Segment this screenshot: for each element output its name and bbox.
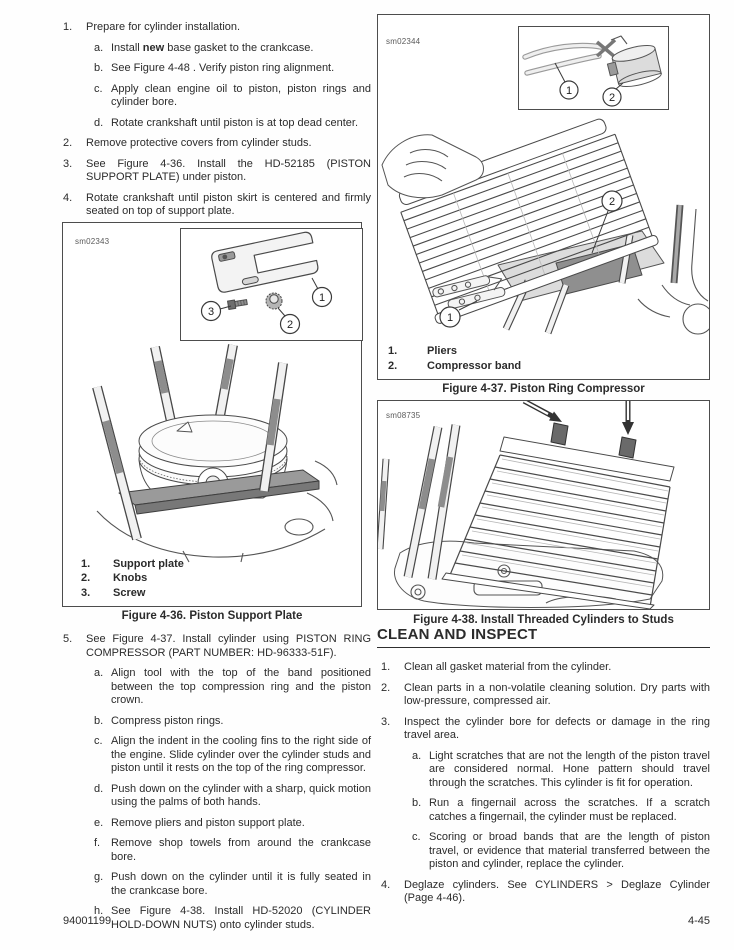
substep-letter: c. [94, 82, 103, 95]
callout-number: 2 [608, 196, 616, 208]
callout-number: 1 [446, 312, 454, 324]
step-5-substeps [94, 667, 371, 932]
figure-4-36-box [62, 222, 362, 607]
step-text: Deglaze cylinders. See CYLINDERS > Deglaze Cylinder (Page 4-46). [404, 878, 710, 904]
callout-number: 1 [318, 292, 326, 304]
figure-tag: sm02344 [386, 37, 421, 46]
support-plate-drawing [181, 229, 362, 340]
step-number: 4. [63, 191, 73, 204]
legend-row [81, 557, 351, 572]
substep-5e [94, 817, 371, 831]
step-text: Inspect the cylinder bore for defects or damage in the ring travel area. [404, 715, 710, 741]
legend-number: 1. [388, 345, 398, 357]
page-footer [63, 915, 710, 929]
callout-number: 3 [207, 306, 215, 318]
substep-text: Apply clean engine oil to piston, piston rings and cylinder bore. [111, 82, 371, 108]
substep-letter: c. [412, 831, 421, 843]
substep-text: Remove pliers and piston support plate. [111, 816, 305, 829]
figure-tag: sm08735 [386, 411, 421, 420]
legend-number: 2. [81, 572, 91, 584]
text-run-bold: new [142, 41, 165, 54]
threaded-cylinder-to-studs-drawing [378, 401, 709, 609]
substep-3a [412, 750, 710, 791]
substep-letter: b. [94, 714, 104, 727]
substep-1b [94, 62, 371, 76]
figure-4-38-box [377, 400, 710, 610]
figure-tag: sm02343 [75, 237, 110, 246]
clean-step-3 [381, 716, 710, 743]
substep-text: Remove shop towels from around the crankcase bore. [111, 837, 371, 863]
legend-row [81, 571, 351, 586]
callout-number: 2 [608, 92, 616, 104]
step-text: Remove protective covers from cylinder studs. [86, 137, 312, 149]
footer-doc-number: 94001199 [63, 915, 112, 927]
clean-step-4 [381, 879, 710, 906]
substep-text [111, 42, 371, 56]
substep-5g [94, 871, 371, 898]
step-text: Prepare for cylinder installation. [86, 21, 241, 33]
figure-4-37-box [377, 14, 710, 380]
pliers-and-band-drawing [519, 27, 668, 109]
legend-label: Knobs [113, 572, 148, 584]
substep-3c [412, 831, 710, 872]
substep-1c [94, 83, 371, 110]
legend-number: 3. [81, 586, 91, 599]
substep-letter: f. [94, 837, 101, 849]
substep-5d [94, 783, 371, 810]
substep-5a [94, 667, 371, 708]
substep-letter: b. [94, 62, 104, 74]
substep-letter: e. [94, 816, 104, 829]
step-text: Clean all gasket material from the cylinder. [404, 661, 612, 673]
figure-4-37-inset [518, 26, 669, 110]
step-number: 2. [381, 681, 391, 694]
step-number: 1. [63, 21, 73, 33]
step-text: See Figure 4-36. Install the HD-52185 (PISTON SUPPORT PLATE) under piston. [86, 157, 371, 183]
callout-number: 2 [286, 319, 294, 331]
step-number: 2. [63, 137, 73, 149]
step-1 [63, 21, 371, 35]
install-steps-list [63, 21, 371, 226]
step-3 [63, 158, 371, 185]
footer-page-number: 4-45 [687, 915, 710, 927]
figure-4-36-inset [180, 228, 363, 341]
step-number: 5. [63, 633, 73, 645]
legend-label: Pliers [427, 345, 457, 357]
substep-5b [94, 715, 371, 729]
substep-5f [94, 837, 371, 864]
substep-1d [94, 117, 371, 131]
legend-number: 2. [388, 359, 398, 372]
substep-1a [94, 42, 371, 56]
step-number: 4. [381, 878, 391, 891]
substep-text: Run a fingernail across the scratches. If a scratch catches a fingernail, the cylinder must be replaced. [429, 797, 710, 823]
legend-number: 1. [81, 557, 91, 570]
legend-label: Screw [113, 586, 146, 599]
section-heading: CLEAN AND INSPECT [377, 628, 710, 648]
substep-letter: a. [412, 749, 422, 762]
step-number: 3. [381, 715, 391, 728]
substep-text: Align the indent in the cooling fins to the right side of the engine. Slide cylinder over the cylinder studs and piston until it rests on the top of the ring compressor. [111, 735, 371, 774]
substep-letter: h. [94, 905, 104, 917]
figure-4-38-caption: Figure 4-38. Install Threaded Cylinders to Studs [413, 614, 674, 626]
clean-step-3-substeps [412, 750, 710, 872]
figure-4-37-legend [388, 344, 699, 373]
clean-step-2 [381, 682, 710, 709]
figure-4-36-caption: Figure 4-36. Piston Support Plate [121, 610, 303, 622]
piston-on-support-plate-drawing [63, 343, 363, 563]
figure-4-37-caption: Figure 4-37. Piston Ring Compressor [442, 383, 645, 395]
substep-text: Rotate crankshaft until piston is at top dead center. [111, 116, 359, 129]
step-1-substeps [94, 42, 371, 131]
substep-3b [412, 797, 710, 824]
step-5 [63, 633, 371, 660]
substep-text: Compress piston rings. [111, 714, 224, 727]
substep-text: Scoring or broad bands that are the length of piston travel, or evidence that material transferred between the piston and cylinder, replace the cylinder. [429, 831, 710, 870]
figure-4-36-legend [81, 557, 351, 601]
substep-letter: d. [94, 782, 104, 795]
legend-row [388, 359, 699, 374]
legend-label: Compressor band [427, 359, 522, 372]
step-4 [63, 192, 371, 219]
legend-label: Support plate [113, 557, 184, 570]
callout-number: 1 [565, 85, 573, 97]
substep-text: Push down on the cylinder until it is fully seated in the crankcase bore. [111, 871, 371, 897]
cylinder-install-compressor-drawing [380, 113, 709, 349]
step-number: 3. [63, 157, 73, 170]
substep-text: Push down on the cylinder with a sharp, quick motion using the palms of both hands. [111, 782, 371, 808]
substep-letter: d. [94, 116, 104, 129]
substep-letter: a. [94, 667, 104, 679]
substep-letter: g. [94, 871, 104, 883]
text-run: base gasket to the crankcase. [164, 41, 314, 54]
step-2 [63, 137, 371, 151]
substep-text: See Figure 4-38. Install HD-52020 (CYLINDER HOLD-DOWN NUTS) onto cylinder studs. [111, 905, 371, 931]
step-text: Rotate crankshaft until piston skirt is centered and firmly seated on top of support plate. [86, 191, 371, 217]
legend-row [81, 586, 351, 601]
step-text: See Figure 4-37. Install cylinder using PISTON RING COMPRESSOR (PART NUMBER: HD-96333-51F). [86, 633, 371, 659]
text-run: Install [111, 41, 143, 54]
substep-letter: b. [412, 797, 422, 809]
install-step-5 [63, 633, 371, 939]
clean-inspect-steps-list [381, 661, 710, 913]
clean-step-1 [381, 661, 710, 675]
substep-text: Light scratches that are not the length of the piston travel are considered normal. Hone pattern should travel through the scratches. This cylinder is fit for operation. [429, 749, 710, 789]
substep-letter: a. [94, 41, 104, 54]
substep-5c [94, 735, 371, 776]
legend-row [388, 344, 699, 359]
step-number: 1. [381, 661, 391, 673]
substep-text: See Figure 4-48 . Verify piston ring alignment. [111, 62, 335, 74]
substep-letter: c. [94, 735, 103, 747]
substep-text: Align tool with the top of the band positioned between the top compression ring and the piston crown. [111, 667, 371, 706]
step-text: Clean parts in a non-volatile cleaning solution. Dry parts with low-pressure, compressed air. [404, 681, 710, 707]
